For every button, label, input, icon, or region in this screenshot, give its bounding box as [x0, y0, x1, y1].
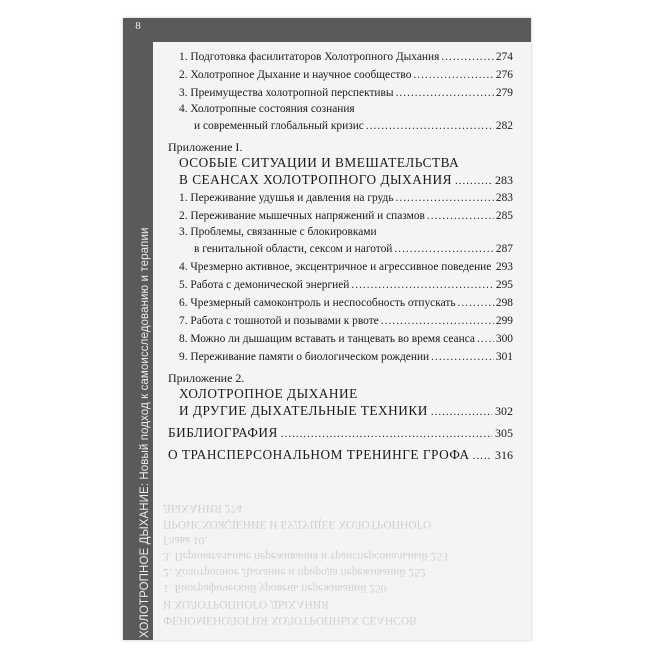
ghost-line: ДЫХАНИЯ 274: [163, 502, 242, 514]
toc-entry-title: 6. Чрезмерный самоконтроль и неспособность отпускать: [179, 297, 456, 309]
toc-leader-dots: [458, 294, 494, 312]
appendix-title: ОСОБЫЕ СИТУАЦИИ И ВМЕШАТЕЛЬСТВА: [179, 155, 460, 170]
toc-entry-page: 283: [495, 192, 513, 204]
toc-entry-page: 295: [495, 279, 513, 291]
toc-leader-dots: [281, 425, 492, 443]
toc-leader-dots: [427, 207, 494, 225]
toc-entry: [168, 84, 513, 102]
toc-entry-page: 276: [495, 69, 513, 81]
toc-leader-dots: [351, 276, 494, 294]
toc-leader-dots: [441, 48, 494, 66]
toc-entry-page: 298: [495, 297, 513, 309]
appendix-label: Приложение I.: [168, 140, 243, 154]
toc-entry: [168, 117, 513, 135]
appendix-page: 302: [495, 404, 513, 418]
page-number: 8: [135, 20, 141, 32]
toc-entry-title: в генитальной области, сексом и наготой: [194, 243, 393, 255]
spine-strip: [123, 18, 153, 640]
toc-entry: [168, 240, 513, 258]
toc-entry: [168, 312, 513, 330]
toc-entry: [168, 66, 513, 84]
toc-leader-dots: [493, 258, 494, 276]
show-through-text: [163, 458, 523, 628]
appendix-title-row: [168, 171, 513, 189]
bibliography-page: 305: [495, 426, 513, 440]
toc-leader-dots: [477, 330, 494, 348]
toc-entry: [168, 294, 513, 312]
toc-entry-title: 1. Подготовка фасилитаторов Холотропного Дыхания: [179, 51, 440, 63]
toc-entry-title: 2. Холотропное Дыхание и научное сообщество: [179, 69, 412, 81]
toc-entry-title: и современный глобальный кризис: [194, 120, 364, 132]
toc-entry-page: 282: [495, 120, 513, 132]
toc-leader-dots: [396, 189, 494, 207]
appendix-title: В СЕАНСАХ ХОЛОТРОПНОГО ДЫХАНИЯ: [179, 172, 452, 187]
toc-entry-lead: 4. Холотропные состояния сознания: [179, 103, 355, 115]
book-page: [123, 18, 531, 640]
ghost-line: 1. Биографический уровень переживаний 250: [163, 582, 387, 594]
appendix-title: И ДРУГИЕ ДЫХАТЕЛЬНЫЕ ТЕХНИКИ: [179, 403, 428, 418]
appendix-title-row: [168, 402, 513, 420]
toc-leader-dots: [396, 84, 494, 102]
bibliography-title: БИБЛИОГРАФИЯ: [168, 425, 278, 440]
training-row: [168, 446, 513, 464]
toc-entry-page: 287: [495, 243, 513, 255]
ghost-line: 2. Холотропное Дыхание и природа переживаний 252: [163, 566, 426, 578]
toc-entry-title: 8. Можно ли дышащим вставать и танцевать во время сеанса: [179, 333, 475, 345]
toc-entry-title: 2. Переживание мышечных напряжений и спазмов: [179, 210, 425, 222]
appendix-label: Приложение 2.: [168, 371, 245, 385]
toc-leader-dots: [394, 240, 494, 258]
toc-leader-dots: [473, 447, 492, 465]
appendix-page: 283: [495, 173, 513, 187]
ghost-line: ПРОИСХОЖДЕНИЕ И БУДУЩЕЕ ХОЛОТРОПНОГО: [163, 518, 432, 530]
bibliography-row: [168, 424, 513, 442]
toc-entry: [168, 330, 513, 348]
ghost-line: ФЕНОМЕНОЛОГИЯ ХОЛОТРОПНЫХ СЕАНСОВ: [163, 614, 417, 626]
toc-leader-dots: [413, 66, 494, 84]
appendix-title: ХОЛОТРОПНОЕ ДЫХАНИЕ: [179, 386, 358, 401]
toc-entry-page: 299: [495, 315, 513, 327]
top-bar: [153, 18, 531, 42]
toc-entry: [168, 348, 513, 366]
toc-entry-page: 279: [495, 87, 513, 99]
toc-entry-title: 4. Чрезмерно активное, эксцентричное и агрессивное поведение: [179, 261, 492, 273]
toc-entry: [168, 258, 513, 276]
toc-entry-lead: 3. Проблемы, связанные с блокировками: [179, 226, 377, 238]
toc-entry-page: 285: [495, 210, 513, 222]
toc-entry-title: 5. Работа с демонической энергией: [179, 279, 350, 291]
training-page: 316: [495, 448, 513, 462]
toc-entry-title: 7. Работа с тошнотой и позывами к рвоте: [179, 315, 379, 327]
toc-leader-dots: [431, 348, 494, 366]
toc-entry: [168, 48, 513, 66]
toc-entry-page: 301: [495, 351, 513, 363]
spine-title: ХОЛОТРОПНОЕ ДЫХАНИЕ: Новый подход к самоисследованию и терапии: [139, 227, 151, 638]
training-title: О ТРАНСПЕРСОНАЛЬНОМ ТРЕНИНГЕ ГРОФА: [168, 447, 470, 462]
toc-entry-page: 274: [495, 51, 513, 63]
toc-entry-title: 3. Преимущества холотропной перспективы: [179, 87, 394, 99]
table-of-contents: [168, 48, 513, 464]
toc-leader-dots: [381, 312, 494, 330]
ghost-line: И ХОЛОТРОПНОГО ДЫХАНИЯ: [163, 598, 329, 610]
toc-entry-title: 1. Переживание удушья и давления на грудь: [179, 192, 394, 204]
toc-entry-page: 293: [495, 261, 513, 273]
toc-entry-title: 9. Переживание памяти о биологическом рождении: [179, 351, 430, 363]
toc-entry: [168, 189, 513, 207]
toc-leader-dots: [455, 172, 492, 190]
toc-entry: [168, 276, 513, 294]
toc-leader-dots: [431, 403, 492, 421]
toc-leader-dots: [366, 117, 494, 135]
ghost-line: Глава 10.: [163, 534, 208, 546]
toc-entry: [168, 207, 513, 225]
ghost-line: 3. Перинатальные переживания и трансперсональный 253: [163, 550, 448, 562]
toc-entry-page: 300: [495, 333, 513, 345]
